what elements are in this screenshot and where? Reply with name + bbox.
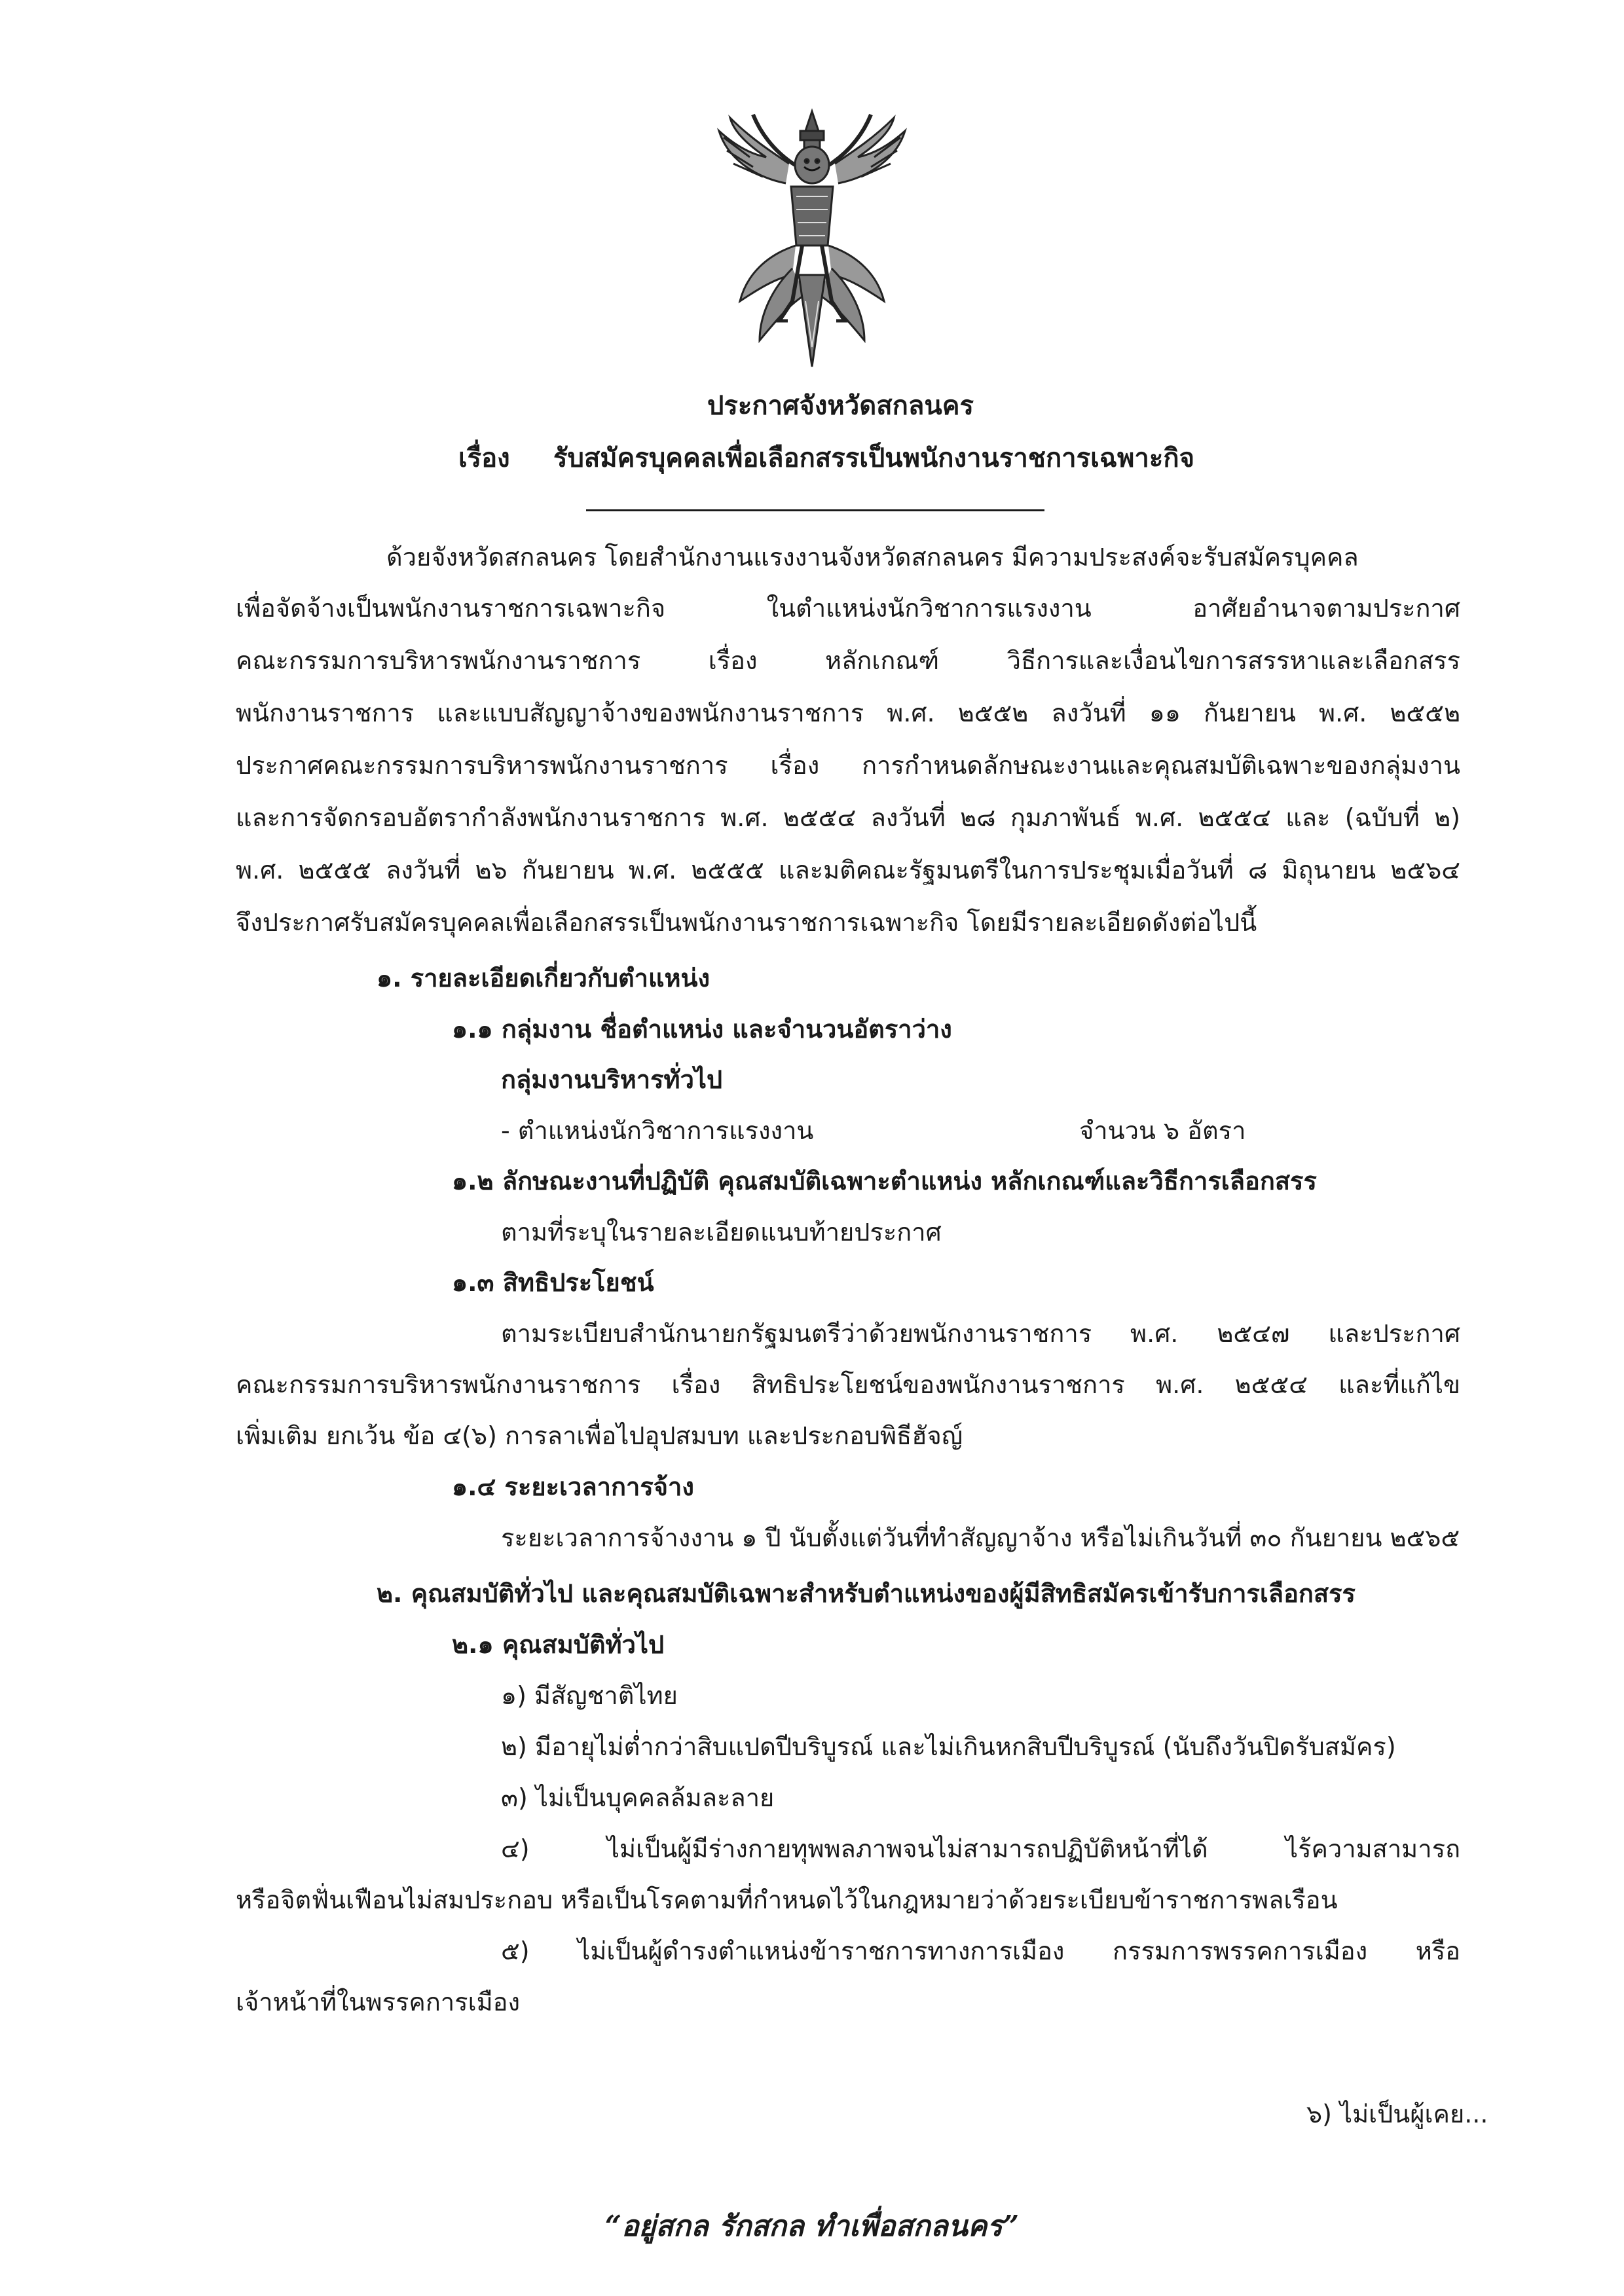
section-1-3-line-3: เพิ่มเติม ยกเว้น ข้อ ๔(๖) การลาเพื่อไปอุปสมบท และประกอบพิธีฮัจญ์ bbox=[236, 1421, 963, 1450]
section-1-3-line-2: คณะกรรมการบริหารพนักงานราชการ เรื่อง สิทธิประโยชน์ของพนักงานราชการ พ.ศ. ๒๕๕๔ และที่แก้ไข bbox=[236, 1370, 1460, 1399]
intro-line-2: เพื่อจัดจ้างเป็นพนักงานราชการเฉพาะกิจ ในตำแหน่งนักวิชาการแรงงาน อาศัยอำนาจตามประกาศ bbox=[236, 594, 1460, 623]
intro-line-8: จึงประกาศรับสมัครบุคคลเพื่อเลือกสรรเป็นพนักงานราชการเฉพาะกิจ โดยมีรายละเอียดดังต่อไปนี้ bbox=[236, 908, 1257, 937]
qualification-item-1: ๑) มีสัญชาติไทย bbox=[501, 1681, 678, 1710]
qualification-item-4-line-2: หรือจิตฟั่นเฟือนไม่สมประกอบ หรือเป็นโรคตามที่กำหนดไว้ในกฎหมายว่าด้วยระเบียบข้าราชการพลเรือน bbox=[236, 1886, 1338, 1914]
intro-line-6: และการจัดกรอบอัตรากำลังพนักงานราชการ พ.ศ. ๒๕๕๔ ลงวันที่ ๒๘ กุมภาพันธ์ พ.ศ. ๒๕๕๔ และ (ฉบับที่ ๒) bbox=[236, 803, 1460, 832]
continuation-marker: ๖) ไม่เป็นผู้เคย... bbox=[1306, 2100, 1488, 2128]
qualification-item-2: ๒) มีอายุไม่ต่ำกว่าสิบแปดปีบริบูรณ์ และไม่เกินหกสิบปีบริบูรณ์ (นับถึงวันปิดรับสมัคร) bbox=[501, 1732, 1396, 1761]
subject-text: รับสมัครบุคคลเพื่อเลือกสรรเป็นพนักงานราชการเฉพาะกิจ bbox=[553, 443, 1195, 473]
qualification-item-5-line-2: เจ้าหน้าที่ในพรรคการเมือง bbox=[236, 1988, 520, 2016]
intro-line-5: ประกาศคณะกรรมการบริหารพนักงานราชการ เรื่อง การกำหนดลักษณะงานและคุณสมบัติเฉพาะของกลุ่มงาน bbox=[236, 751, 1460, 780]
group-name: กลุ่มงานบริหารทั่วไป bbox=[501, 1065, 723, 1094]
section-2-heading: ๒. คุณสมบัติทั่วไป และคุณสมบัติเฉพาะสำหรับตำแหน่งของผู้มีสิทธิสมัครเข้ารับการเลือกสรร bbox=[377, 1579, 1356, 1608]
subject-label: เรื่อง bbox=[458, 443, 510, 473]
qualification-item-4-line-1: ๔) ไม่เป็นผู้มีร่างกายทุพพลภาพจนไม่สามารถปฏิบัติหน้าที่ได้ ไร้ความสามารถ bbox=[501, 1834, 1460, 1863]
section-1-3-line-1: ตามระเบียบสำนักนายกรัฐมนตรีว่าด้วยพนักงานราชการ พ.ศ. ๒๕๔๗ และประกาศ bbox=[501, 1319, 1460, 1348]
intro-line-4: พนักงานราชการ และแบบสัญญาจ้างของพนักงานราชการ พ.ศ. ๒๕๕๒ ลงวันที่ ๑๑ กันยายน พ.ศ. ๒๕๕๒ bbox=[236, 699, 1460, 727]
footer-motto: “อยู่สกล รักสกล ทำเพื่อสกลนคร” bbox=[604, 2210, 1020, 2243]
section-1-3-heading: ๑.๓ สิทธิประโยชน์ bbox=[452, 1268, 654, 1297]
position-count: จำนวน ๖ อัตรา bbox=[1079, 1116, 1246, 1145]
intro-line-3: คณะกรรมการบริหารพนักงานราชการ เรื่อง หลักเกณฑ์ วิธีการและเงื่อนไขการสรรหาและเลือกสรร bbox=[236, 646, 1460, 675]
qualification-item-3: ๓) ไม่เป็นบุคคลล้มละลาย bbox=[501, 1783, 775, 1812]
position-name: - ตำแหน่งนักวิชาการแรงงาน bbox=[501, 1116, 814, 1145]
title-divider bbox=[586, 509, 1044, 511]
intro-line-1: ด้วยจังหวัดสกลนคร โดยสำนักงานแรงงานจังหวัดสกลนคร มีความประสงค์จะรับสมัครบุคคล bbox=[386, 543, 1359, 572]
qualification-item-5-line-1: ๕) ไม่เป็นผู้ดำรงตำแหน่งข้าราชการทางการเมือง กรรมการพรรคการเมือง หรือ bbox=[501, 1937, 1460, 1965]
section-2-1-heading: ๒.๑ คุณสมบัติทั่วไป bbox=[452, 1630, 665, 1659]
intro-line-7: พ.ศ. ๒๕๕๕ ลงวันที่ ๒๖ กันยายน พ.ศ. ๒๕๕๕ และมติคณะรัฐมนตรีในการประชุมเมื่อวันที่ ๘ มิถุนายน ๒๕๖๔ bbox=[236, 856, 1460, 884]
announcement-title: ประกาศจังหวัดสกลนคร bbox=[707, 391, 974, 421]
section-1-4-heading: ๑.๔ ระยะเวลาการจ้าง bbox=[452, 1472, 694, 1501]
garuda-emblem-icon bbox=[714, 105, 910, 373]
section-1-2-text: ตามที่ระบุในรายละเอียดแนบท้ายประกาศ bbox=[501, 1218, 942, 1247]
section-1-heading: ๑. รายละเอียดเกี่ยวกับตำแหน่ง bbox=[377, 964, 710, 993]
section-1-1-heading: ๑.๑ กลุ่มงาน ชื่อตำแหน่ง และจำนวนอัตราว่าง bbox=[452, 1015, 952, 1044]
section-1-2-heading: ๑.๒ ลักษณะงานที่ปฏิบัติ คุณสมบัติเฉพาะตำแหน่ง หลักเกณฑ์และวิธีการเลือกสรร bbox=[452, 1167, 1317, 1195]
section-1-4-text: ระยะเวลาการจ้างงาน ๑ ปี นับตั้งแต่วันที่ทำสัญญาจ้าง หรือไม่เกินวันที่ ๓๐ กันยายน ๒๕๖๕ bbox=[501, 1523, 1460, 1552]
